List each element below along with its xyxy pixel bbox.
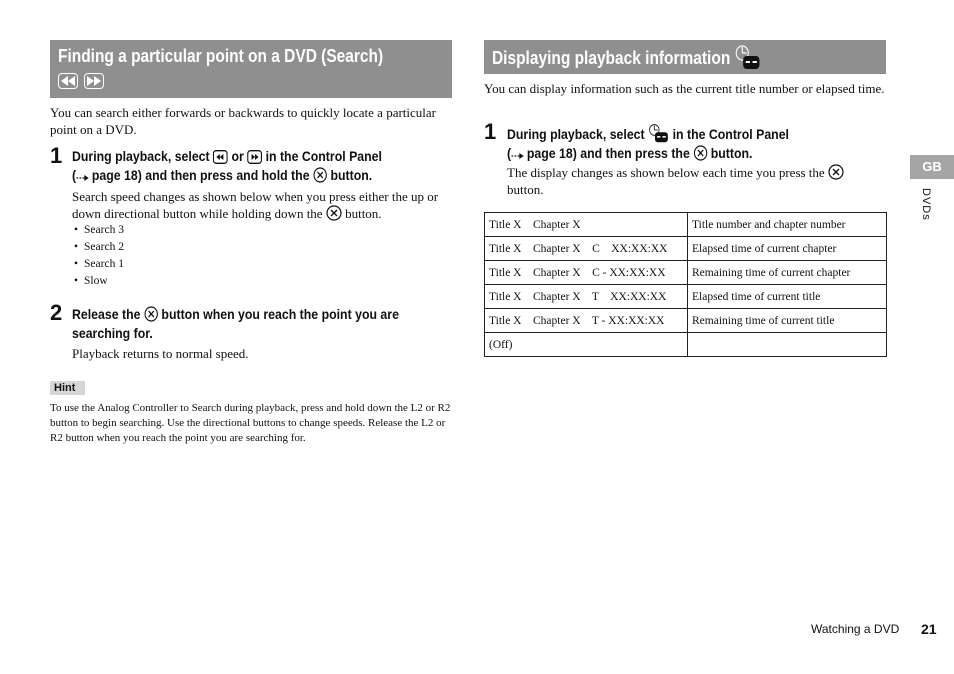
rewind-icon — [213, 150, 228, 164]
hint-text: To use the Analog Controller to Search during playback, press and hold down the L2 or R2 button to begin searching. Use the directional buttons to change speeds. Release the L2 or R2 button when you reach the point you are searching for. — [50, 402, 451, 444]
cross-button-icon — [326, 205, 342, 221]
display-info-icon — [648, 123, 669, 143]
cross-button-icon — [828, 164, 844, 180]
cross-button-icon — [693, 145, 707, 161]
list-item: • Slow — [74, 273, 124, 290]
right-section-title: Displaying playback information — [492, 44, 760, 70]
left-step2-body: Playback returns to normal speed. — [72, 346, 249, 361]
right-intro: You can display information such as the current title number or elapsed time. — [484, 81, 885, 96]
list-item: • Search 3 — [74, 222, 124, 239]
cross-button-icon — [144, 306, 158, 322]
page-number: 21 — [921, 621, 937, 637]
footer-section-name: Watching a DVD — [811, 622, 900, 636]
step-number: 1 — [484, 119, 497, 144]
left-section-header — [50, 40, 452, 98]
fast-forward-icon — [84, 73, 104, 89]
left-intro: You can search either forwards or backwards to quickly locate a particular point on a DVD. — [50, 105, 437, 137]
table-row: Title X Chapter X C XX:XX:XX Elapsed time of current chapter — [485, 237, 887, 261]
left-step2-title: Release the button when you reach the point you are searching for. — [72, 306, 399, 341]
search-speed-list — [74, 222, 124, 290]
table-row: Title X Chapter X C - XX:XX:XX Remaining time of current chapter — [485, 261, 887, 285]
left-section-title: Finding a particular point on a DVD (Search) — [58, 46, 384, 66]
right-step1-title: During playback, select in the Control Panel ( page 18) and then press the button. — [507, 123, 887, 163]
hint-label: Hint — [50, 381, 85, 395]
table-row: Title X Chapter X T - XX:XX:XX Remaining time of current title — [485, 309, 887, 333]
right-step1-body: The display changes as shown below each time you press the button. — [507, 164, 889, 198]
table-row: Title X Chapter X T XX:XX:XX Elapsed time of current title — [485, 285, 887, 309]
cross-button-icon — [313, 167, 327, 183]
rewind-icon — [58, 73, 78, 89]
left-step1-title: During playback, select or in the Control Panel ( page 18) and then press and hold the button. — [72, 148, 382, 183]
fast-forward-icon — [247, 150, 262, 164]
table-row: (Off) — [485, 333, 887, 357]
list-item: • Search 1 — [74, 256, 124, 273]
step-number: 2 — [50, 300, 63, 325]
list-item: • Search 2 — [74, 239, 124, 256]
display-info-icon — [735, 44, 761, 70]
display-info-table — [484, 212, 887, 357]
arrow-reference-icon — [511, 151, 523, 161]
left-step1-body: Search speed changes as shown below when you press either the up or down directional button while holding down the button. — [72, 189, 439, 221]
section-side-label: DVDs — [920, 188, 932, 221]
step-number: 1 — [50, 143, 63, 168]
language-tab: GB — [910, 155, 954, 179]
arrow-reference-icon — [76, 173, 88, 183]
right-section-header — [484, 40, 886, 74]
table-row: Title X Chapter X Title number and chapter number — [485, 213, 887, 237]
